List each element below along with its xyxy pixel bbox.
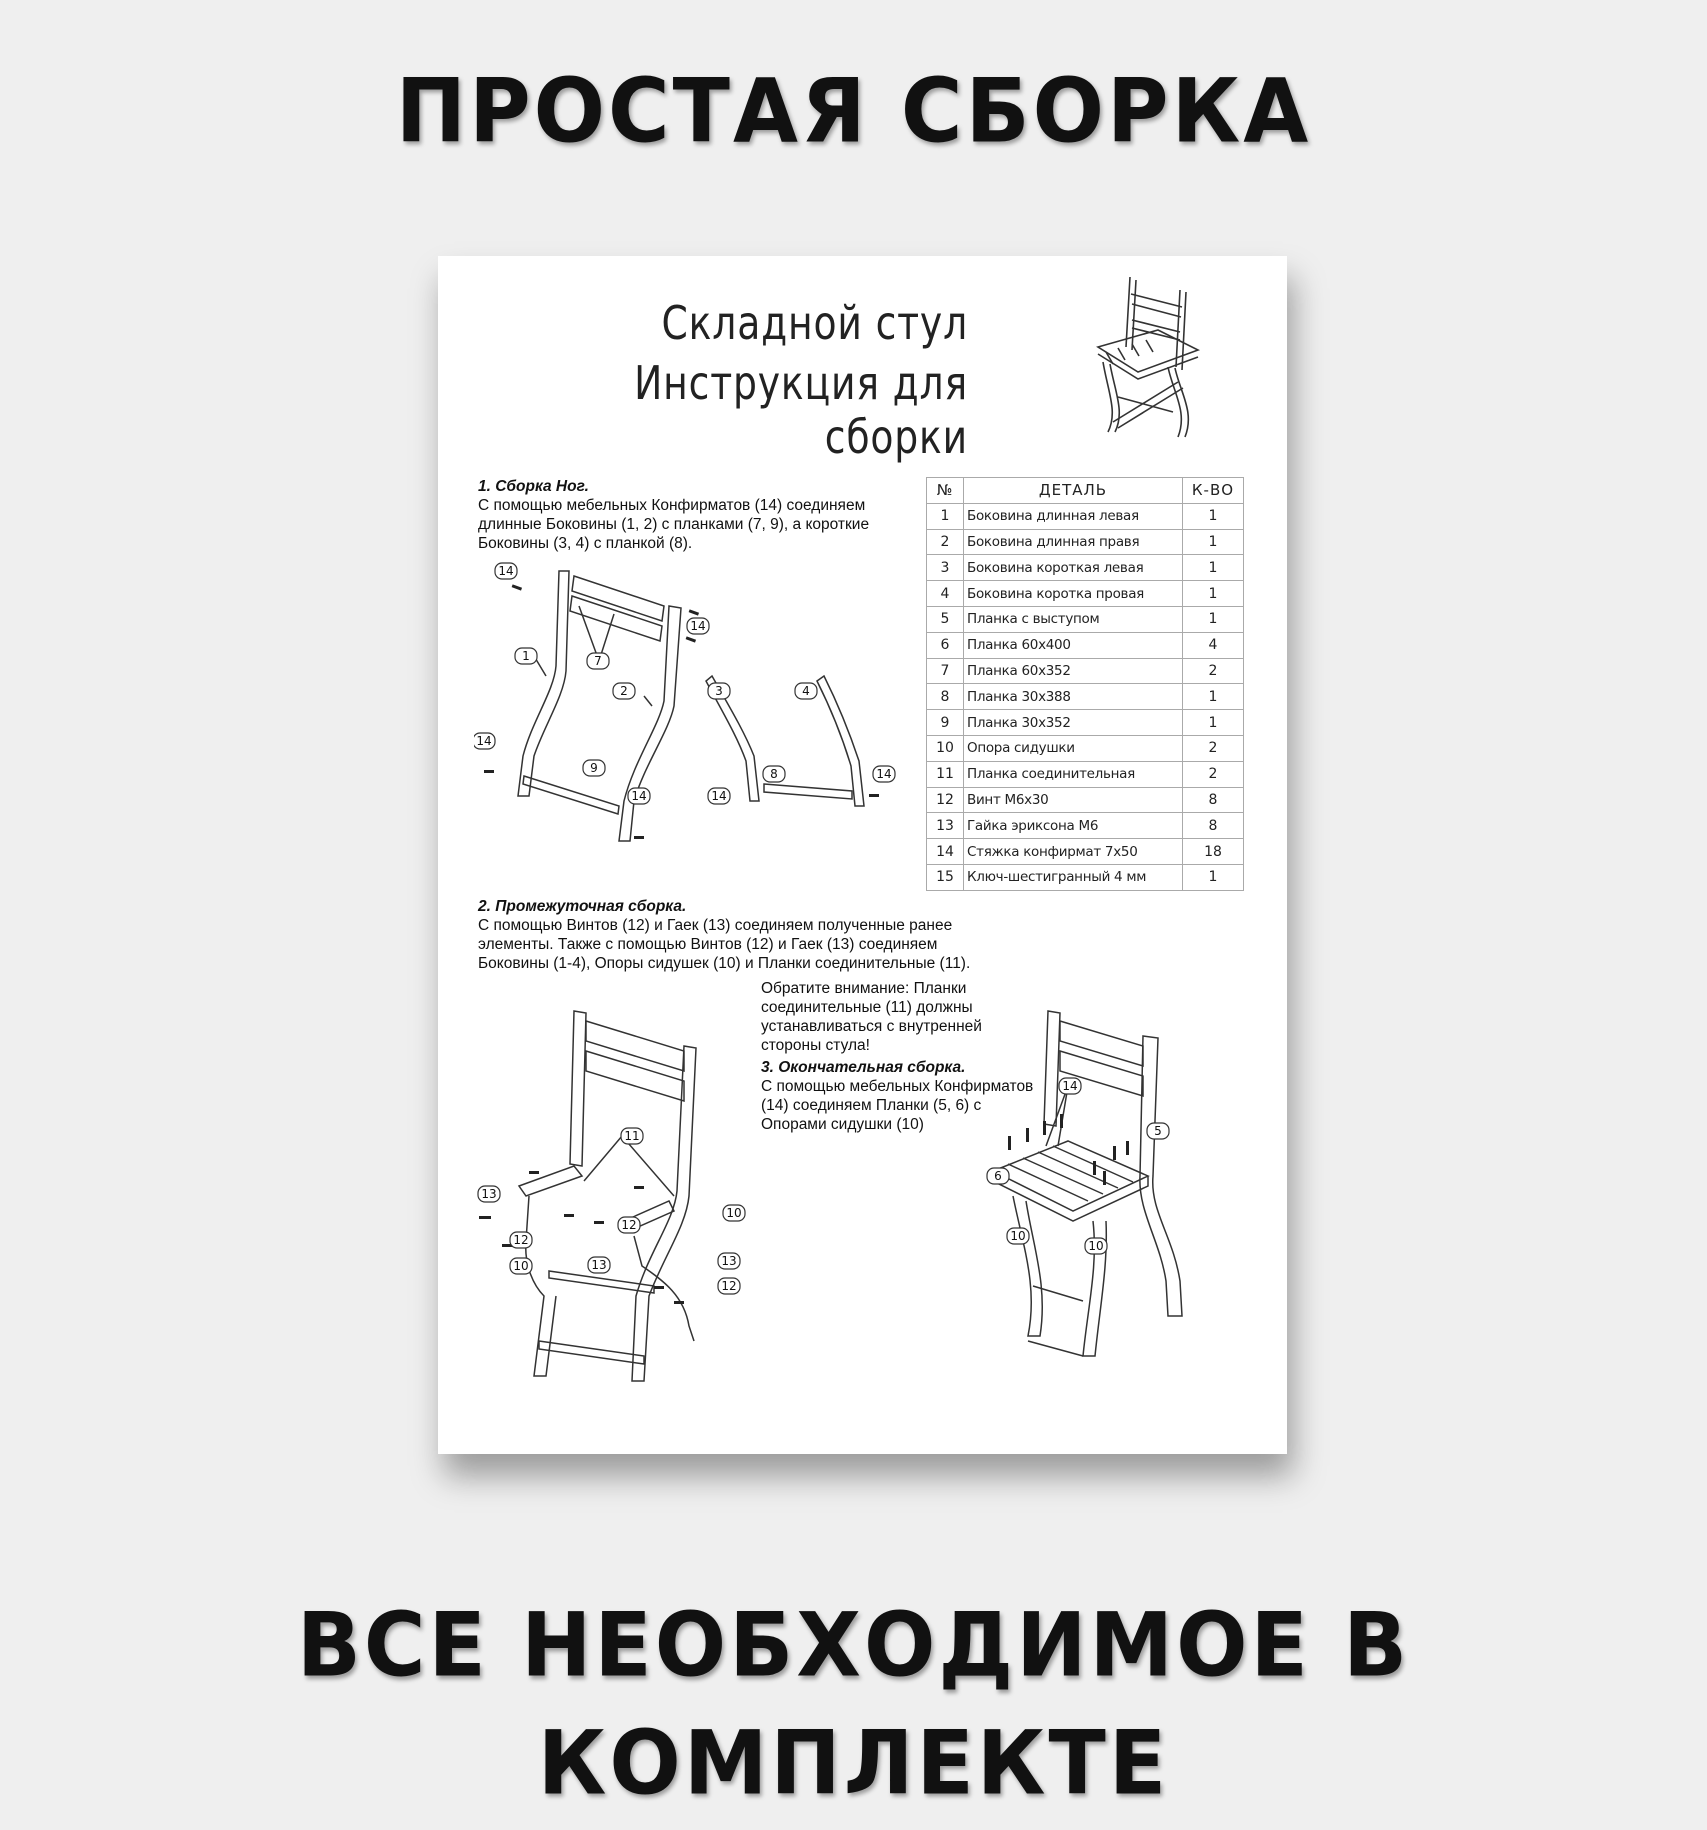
- callout-number: 6: [994, 1169, 1002, 1183]
- parts-cell-name: Боковина коротка провая: [964, 581, 1183, 607]
- callout-number: 13: [721, 1254, 737, 1268]
- parts-cell-num: 13: [927, 813, 964, 839]
- callout-label: [708, 788, 730, 804]
- section-2: [478, 897, 1038, 973]
- parts-cell-qty: 1: [1183, 864, 1244, 890]
- parts-cell-num: 8: [927, 684, 964, 710]
- instruction-sheet: [438, 256, 1287, 1454]
- callout-number: 10: [726, 1206, 742, 1220]
- parts-cell-qty: 1: [1183, 684, 1244, 710]
- parts-cell-qty: 1: [1183, 503, 1244, 529]
- callout-label: [510, 1232, 532, 1248]
- callout-label: [588, 1257, 610, 1273]
- parts-cell-num: 5: [927, 606, 964, 632]
- doc-title-line2: Инструкция для сборки: [634, 356, 968, 464]
- header-num: №: [927, 478, 964, 504]
- parts-cell-qty: 2: [1183, 735, 1244, 761]
- callout-number: 10: [1010, 1229, 1026, 1243]
- parts-cell-num: 10: [927, 735, 964, 761]
- parts-table-row: [927, 658, 1244, 684]
- parts-table-row: [927, 761, 1244, 787]
- parts-cell-name: Планка соединительная: [964, 761, 1183, 787]
- parts-table-row: [927, 529, 1244, 555]
- header-part: ДЕТАЛЬ: [964, 478, 1183, 504]
- callout-label: [618, 1217, 640, 1233]
- callout-number: 14: [690, 619, 706, 633]
- parts-table-row: [927, 839, 1244, 865]
- doc-title-line1: Складной стул: [661, 296, 968, 350]
- callout-label: [708, 683, 730, 699]
- callout-label: [718, 1253, 740, 1269]
- step2-intermediate-drawing: [474, 996, 774, 1426]
- parts-cell-name: Ключ-шестигранный 4 мм: [964, 864, 1183, 890]
- parts-cell-qty: 8: [1183, 813, 1244, 839]
- callout-label: [763, 766, 785, 782]
- parts-cell-name: Планка 30х352: [964, 710, 1183, 736]
- callout-label: [587, 653, 609, 669]
- parts-cell-num: 7: [927, 658, 964, 684]
- parts-cell-name: Боковина длинная левая: [964, 503, 1183, 529]
- callout-label: [1147, 1123, 1169, 1139]
- callout-label: [795, 683, 817, 699]
- callout-number: 1: [522, 649, 530, 663]
- section-3-body: С помощью мебельных Конфирматов (14) соединяем Планки (5, 6) с Опорами сидушки (10): [761, 1078, 1034, 1133]
- headline-bottom-line1: ВСЕ НЕОБХОДИМОЕ В: [296, 1593, 1411, 1697]
- callout-number: 8: [770, 767, 778, 781]
- callout-number: 14: [711, 789, 727, 803]
- callout-label: [510, 1258, 532, 1274]
- parts-table-row: [927, 581, 1244, 607]
- parts-cell-num: 6: [927, 632, 964, 658]
- callout-label: [474, 733, 495, 749]
- parts-cell-num: 3: [927, 555, 964, 581]
- section-2-title: 2. Промежуточная сборка.: [478, 898, 687, 915]
- callout-label: [478, 1186, 500, 1202]
- parts-cell-name: Стяжка конфирмат 7х50: [964, 839, 1183, 865]
- callout-label: [613, 683, 635, 699]
- callout-label: [1085, 1238, 1107, 1254]
- callout-label: [495, 563, 517, 579]
- parts-cell-qty: 1: [1183, 529, 1244, 555]
- callout-number: 10: [513, 1259, 529, 1273]
- callout-label: [873, 766, 895, 782]
- parts-table-row: [927, 813, 1244, 839]
- callout-label: [723, 1205, 745, 1221]
- parts-cell-name: Опора сидушки: [964, 735, 1183, 761]
- parts-cell-qty: 1: [1183, 710, 1244, 736]
- callout-number: 11: [624, 1129, 640, 1143]
- parts-cell-num: 9: [927, 710, 964, 736]
- parts-cell-name: Планка с выступом: [964, 606, 1183, 632]
- callout-label: [583, 760, 605, 776]
- parts-cell-num: 1: [927, 503, 964, 529]
- callout-number: 14: [876, 767, 892, 781]
- callout-number: 12: [621, 1218, 637, 1232]
- parts-table-header: [927, 478, 1244, 504]
- section-3-title: 3. Окончательная сборка.: [761, 1059, 966, 1076]
- parts-cell-name: Боковина короткая левая: [964, 555, 1183, 581]
- headline-top: ПРОСТАЯ СБОРКА: [395, 59, 1312, 163]
- parts-cell-name: Боковина длинная правя: [964, 529, 1183, 555]
- parts-cell-num: 11: [927, 761, 964, 787]
- parts-table: [926, 477, 1244, 891]
- parts-cell-qty: 1: [1183, 555, 1244, 581]
- step1-legs-drawing: [474, 556, 924, 886]
- section-1-title: 1. Сборка Ног.: [478, 478, 589, 495]
- note-body: Обратите внимание: Планки соединительные (11) должны устанавливаться с внутренней стороны стула!: [761, 980, 982, 1054]
- chair-preview-illustration: [1088, 272, 1208, 442]
- parts-table-row: [927, 735, 1244, 761]
- parts-table-row: [927, 787, 1244, 813]
- callout-number: 14: [476, 734, 492, 748]
- parts-table-row: [927, 710, 1244, 736]
- parts-cell-name: Планка 60х400: [964, 632, 1183, 658]
- callout-number: 10: [1088, 1239, 1104, 1253]
- parts-table-row: [927, 555, 1244, 581]
- headline-bottom: [0, 1586, 1707, 1821]
- callout-number: 12: [721, 1279, 737, 1293]
- parts-cell-qty: 2: [1183, 761, 1244, 787]
- parts-cell-name: Планка 30х388: [964, 684, 1183, 710]
- parts-cell-name: Гайка эриксона М6: [964, 813, 1183, 839]
- callout-number: 14: [1062, 1079, 1078, 1093]
- callout-label: [628, 788, 650, 804]
- parts-cell-qty: 1: [1183, 606, 1244, 632]
- parts-table-row: [927, 606, 1244, 632]
- parts-cell-num: 2: [927, 529, 964, 555]
- callout-label: [621, 1128, 643, 1144]
- section-1-body: С помощью мебельных Конфирматов (14) соединяем длинные Боковины (1, 2) с планками (7, 9), а короткие Боковины (3, 4) с планкой (8).: [478, 497, 870, 552]
- callout-label: [987, 1168, 1009, 1184]
- callout-number: 12: [513, 1233, 529, 1247]
- callout-number: 4: [802, 684, 810, 698]
- parts-cell-num: 14: [927, 839, 964, 865]
- callout-label: [1007, 1228, 1029, 1244]
- section-2-body: С помощью Винтов (12) и Гаек (13) соединяем полученные ранее элементы. Также с помощью Винтов (12) и Гаек (13) соединяем Боковины (1-4), Опоры сидушек (10) и Планки соединительные (11).: [478, 917, 971, 972]
- parts-table-row: [927, 503, 1244, 529]
- section-1: [478, 477, 908, 553]
- parts-cell-num: 12: [927, 787, 964, 813]
- callout-number: 5: [1154, 1124, 1162, 1138]
- callout-number: 13: [591, 1258, 607, 1272]
- callout-number: 9: [590, 761, 598, 775]
- parts-cell-num: 15: [927, 864, 964, 890]
- parts-cell-qty: 1: [1183, 581, 1244, 607]
- parts-table-row: [927, 864, 1244, 890]
- callout-label: [687, 618, 709, 634]
- callout-number: 3: [715, 684, 723, 698]
- callout-number: 7: [594, 654, 602, 668]
- parts-cell-qty: 18: [1183, 839, 1244, 865]
- header-qty: К-ВО: [1183, 478, 1244, 504]
- parts-table-row: [927, 632, 1244, 658]
- headline-bottom-line2: КОМПЛЕКТЕ: [537, 1711, 1170, 1815]
- parts-cell-qty: 2: [1183, 658, 1244, 684]
- parts-cell-qty: 8: [1183, 787, 1244, 813]
- parts-cell-num: 4: [927, 581, 964, 607]
- parts-cell-name: Планка 60х352: [964, 658, 1183, 684]
- step3-final-drawing: [968, 996, 1268, 1426]
- callout-label: [1059, 1078, 1081, 1094]
- callout-label: [718, 1278, 740, 1294]
- callout-number: 13: [481, 1187, 497, 1201]
- parts-table-row: [927, 684, 1244, 710]
- callout-number: 2: [620, 684, 628, 698]
- callout-label: [515, 648, 537, 664]
- parts-cell-qty: 4: [1183, 632, 1244, 658]
- callout-number: 14: [631, 789, 647, 803]
- callout-number: 14: [498, 564, 514, 578]
- parts-cell-name: Винт М6х30: [964, 787, 1183, 813]
